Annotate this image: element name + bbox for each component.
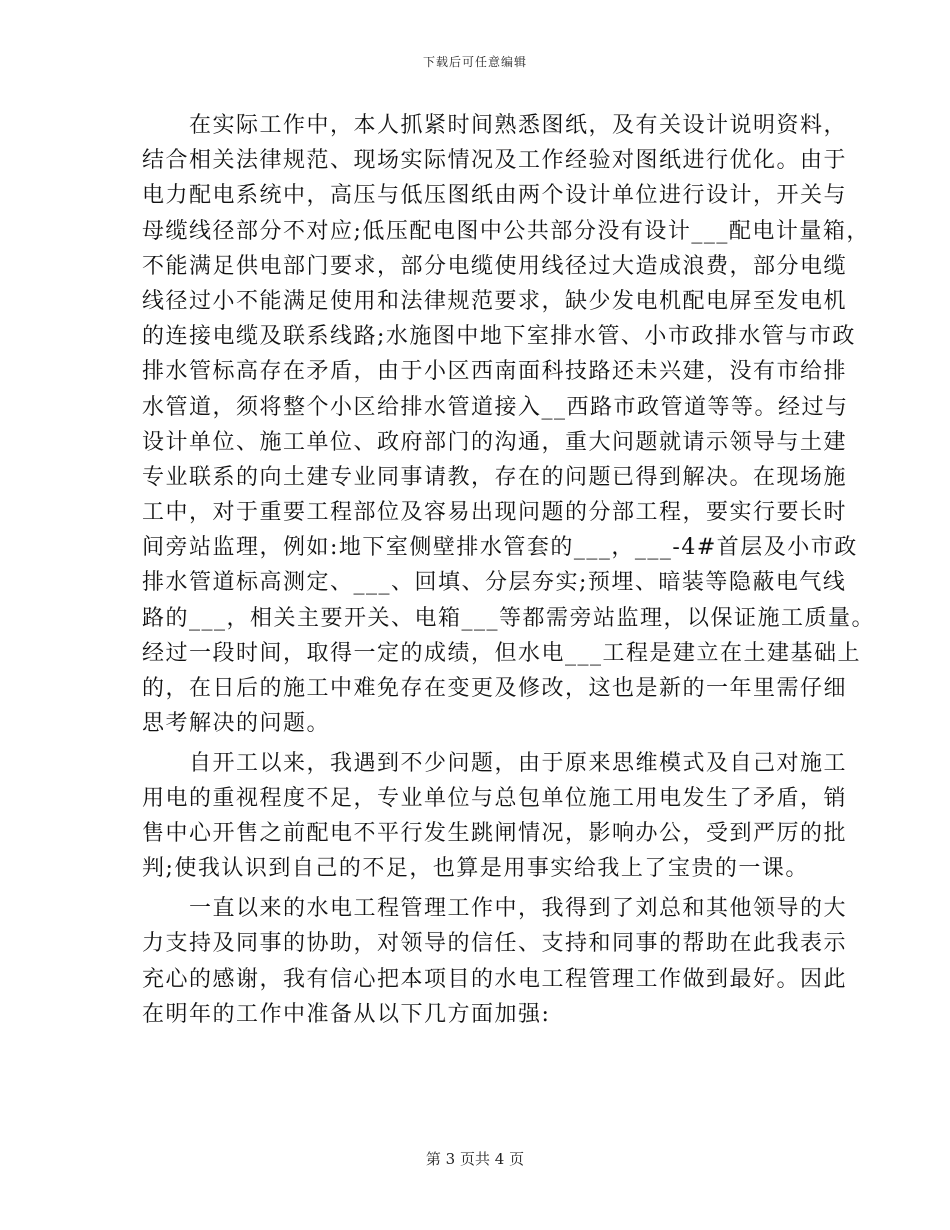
paragraph-1-line-10: 设计单位、施工单位、政府部门的沟通，重大问题就请示领导与土建 [142,429,848,455]
paragraph-3-line-1: 一直以来的水电工程管理工作中，我得到了刘总和其他领导的大 [142,896,848,922]
paragraph-1-line-1: 在实际工作中，本人抓紧时间熟悉图纸，及有关设计说明资料， [142,113,848,138]
page-header: 下载后可任意编辑 [422,55,527,69]
paragraph-1-line-17: 的，在日后的施工中难免存在变更及修改，这也是新的一年里需仔细 [142,676,848,701]
paragraph-1-line-4: 母缆线径部分不对应;低压配电图中公共部分没有设计___配电计量箱， [142,218,870,244]
document-body [142,108,876,1032]
paragraph-1-line-15: 路的___，相关主要开关、电箱___等都需旁站监理，以保证施工质量。 [142,605,876,631]
paragraph-3-line-3: 充心的感谢，我有信心把本项目的水电工程管理工作做到最好。因此 [142,966,848,992]
paragraph-1-line-12: 工中，对于重要工程部位及容易出现问题的分部工程，要实行要长时 [142,500,848,526]
paragraph-1-line-13: 间旁站监理，例如:地下室侧壁排水管套的___，___-4#首层及小市政 [142,535,858,561]
paragraph-2-line-2: 用电的重视程度不足，专业单位与总包单位施工用电发生了矛盾，销 [142,786,848,812]
paragraph-1-line-18: 思考解决的问题。 [142,711,331,737]
paragraph-3-line-4: 在明年的工作中准备从以下几方面加强: [142,1001,551,1027]
paragraph-1-line-2: 结合相关法律规范、现场实际情况及工作经验对图纸进行优化。由于 [142,148,848,174]
paragraph-2-line-4: 判;使我认识到自己的不足，也算是用事实给我上了宝贵的一课。 [142,856,809,882]
paragraph-1-line-9: 水管道，须将整个小区给排水管道接入__西路市政管道等等。经过与 [142,394,849,420]
paragraph-3-line-2: 力支持及同事的协助，对领导的信任、支持和同事的帮助在此我表示 [142,931,848,957]
paragraph-1-line-14: 排水管道标高测定、___、回填、分层夯实;预埋、暗装等隐蔽电气线 [142,570,847,596]
paragraph-1-line-3: 电力配电系统中，高压与低压图纸由两个设计单位进行设计，开关与 [142,183,848,209]
paragraph-1-line-6: 线径过小不能满足使用和法律规范要求，缺少发电机配电屏至发电机 [142,288,848,314]
paragraph-1-line-5: 不能满足供电部门要求，部分电缆使用线径过大造成浪费，部分电缆 [142,253,848,279]
page-number-footer: 第 3 页共 4 页 [425,1150,525,1168]
paragraph-1-line-8: 排水管标高存在矛盾，由于小区西南面科技路还未兴建，没有市给排 [142,359,848,385]
paragraph-2-line-3: 售中心开售之前配电不平行发生跳闸情况，影响办公，受到严厉的批 [142,821,848,847]
paragraph-2-line-1: 自开工以来，我遇到不少问题，由于原来思维模式及自己对施工 [142,750,848,776]
paragraph-1-line-16: 经过一段时间，取得一定的成绩，但水电___工程是建立在土建基础上 [142,640,862,666]
paragraph-1-line-7: 的连接电缆及联系线路;水施图中地下室排水管、小市政排水管与市政 [142,324,856,350]
paragraph-1-line-11: 专业联系的向土建专业同事请教，存在的问题已得到解决。在现场施 [142,464,848,490]
